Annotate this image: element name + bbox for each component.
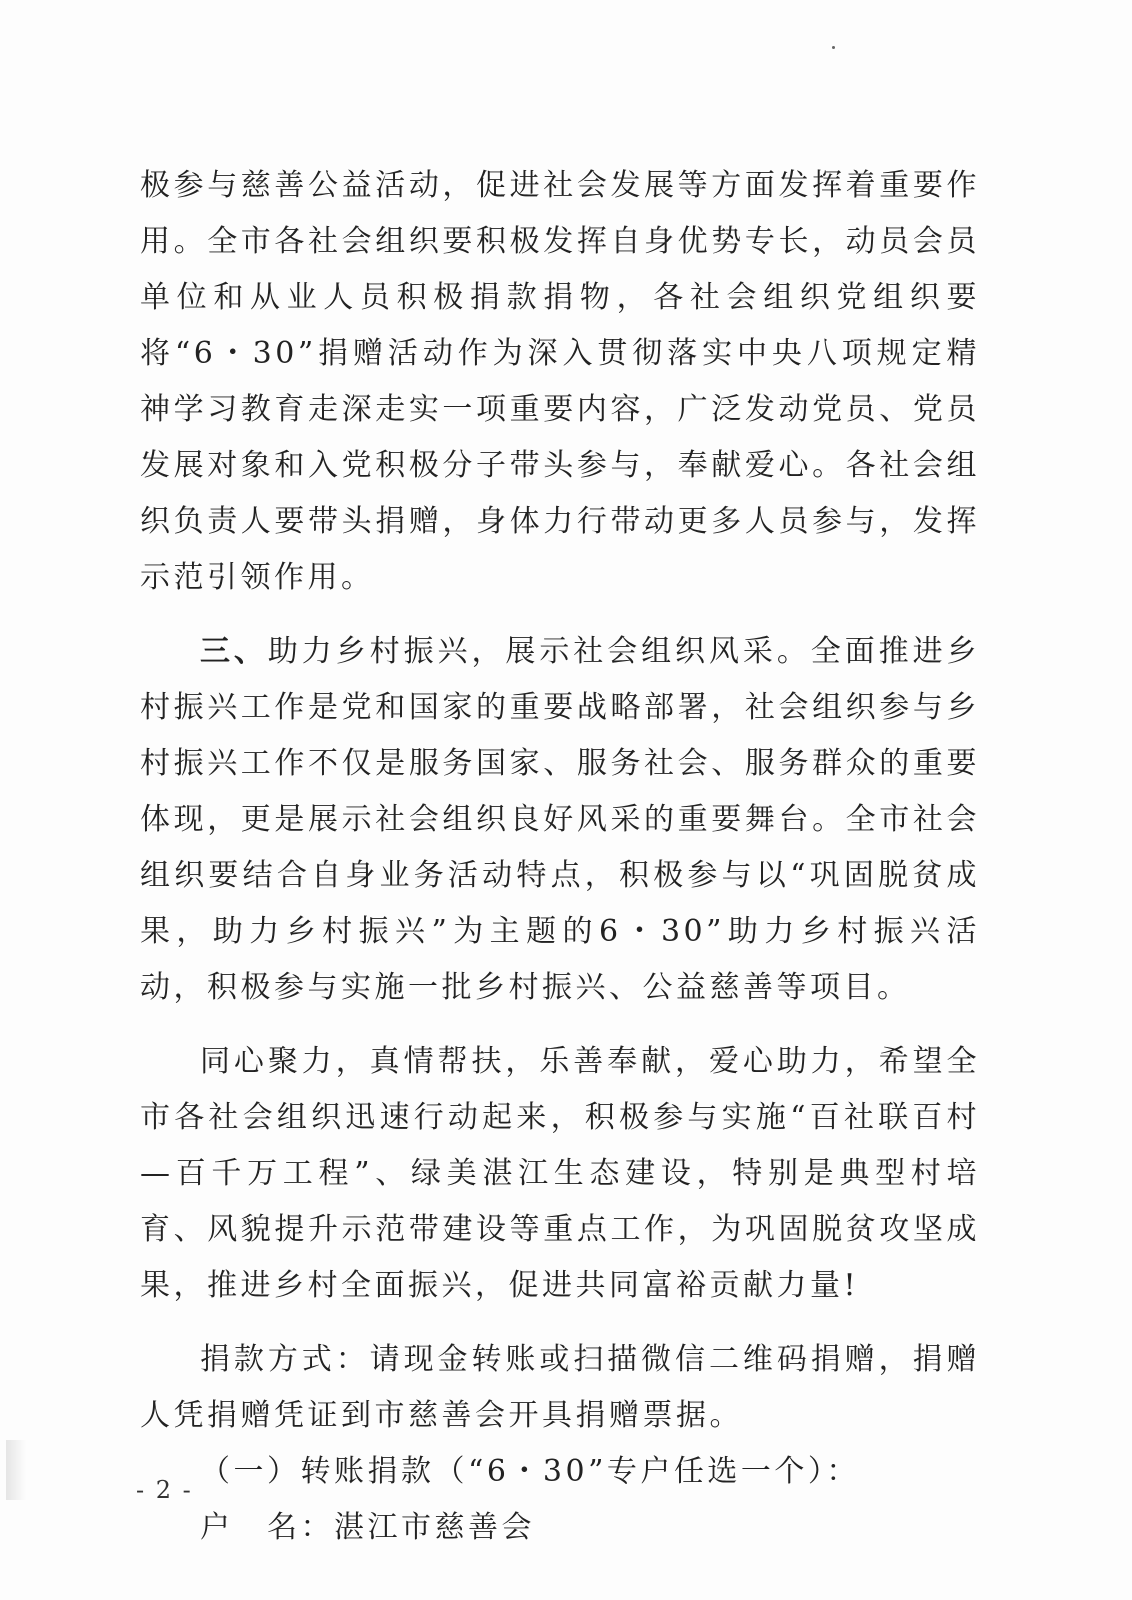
page-number: - 2 - — [136, 1476, 193, 1504]
paragraph-donation-method: 捐款方式：请现金转账或扫描微信二维码捐赠，捐赠人凭捐赠凭证到市慈善会开具捐赠票据。 — [140, 1342, 980, 1433]
transfer-donation-line: （一）转账捐款（“6・30”专户任选一个）： — [200, 1454, 860, 1489]
paragraph-continuation: 极参与慈善公益活动，促进社会发展等方面发挥着重要作用。全市各社会组织要积极发挥自身优势专长，动员会员单位和从业人员积极捐款捐物，各社会组织党组织要将“6・30”捐赠活动作为深入贯彻落实中央八项规定精神学习教育走深走实一项重要内容，广泛发动党员、党员发展对象和入党积极分子带头参与，奉献爱心。各社会组织负责人要带头捐赠，身体力行带动更多人员参与，发挥示范引领作用。 — [140, 168, 980, 595]
account-name-line: 户 名：湛江市慈善会 — [200, 1510, 535, 1545]
section-three-heading: 三、 — [200, 634, 268, 669]
scan-edge-mark — [6, 1440, 26, 1500]
paragraph-section-three — [140, 624, 980, 1016]
document-body — [140, 158, 980, 1556]
scan-speck — [832, 46, 835, 49]
section-three-text: 助力乡村振兴，展示社会组织风采。全面推进乡村振兴工作是党和国家的重要战略部署，社会组织参与乡村振兴工作不仅是服务国家、服务社会、服务群众的重要体现，更是展示社会组织良好风采的重要舞台。全市社会组织要结合自身业务活动特点，积极参与以“巩固脱贫成果，助力乡村振兴”为主题的6・30”助力乡村振兴活动，积极参与实施一批乡村振兴、公益慈善等项目。 — [140, 634, 981, 1005]
paragraph-appeal: 同心聚力，真情帮扶，乐善奉献，爱心助力，希望全市各社会组织迅速行动起来，积极参与实施“百社联百村—百千万工程”、绿美湛江生态建设，特别是典型村培育、风貌提升示范带建设等重点工作，为巩固脱贫攻坚成果，推进乡村全面振兴，促进共同富裕贡献力量! — [140, 1044, 980, 1303]
